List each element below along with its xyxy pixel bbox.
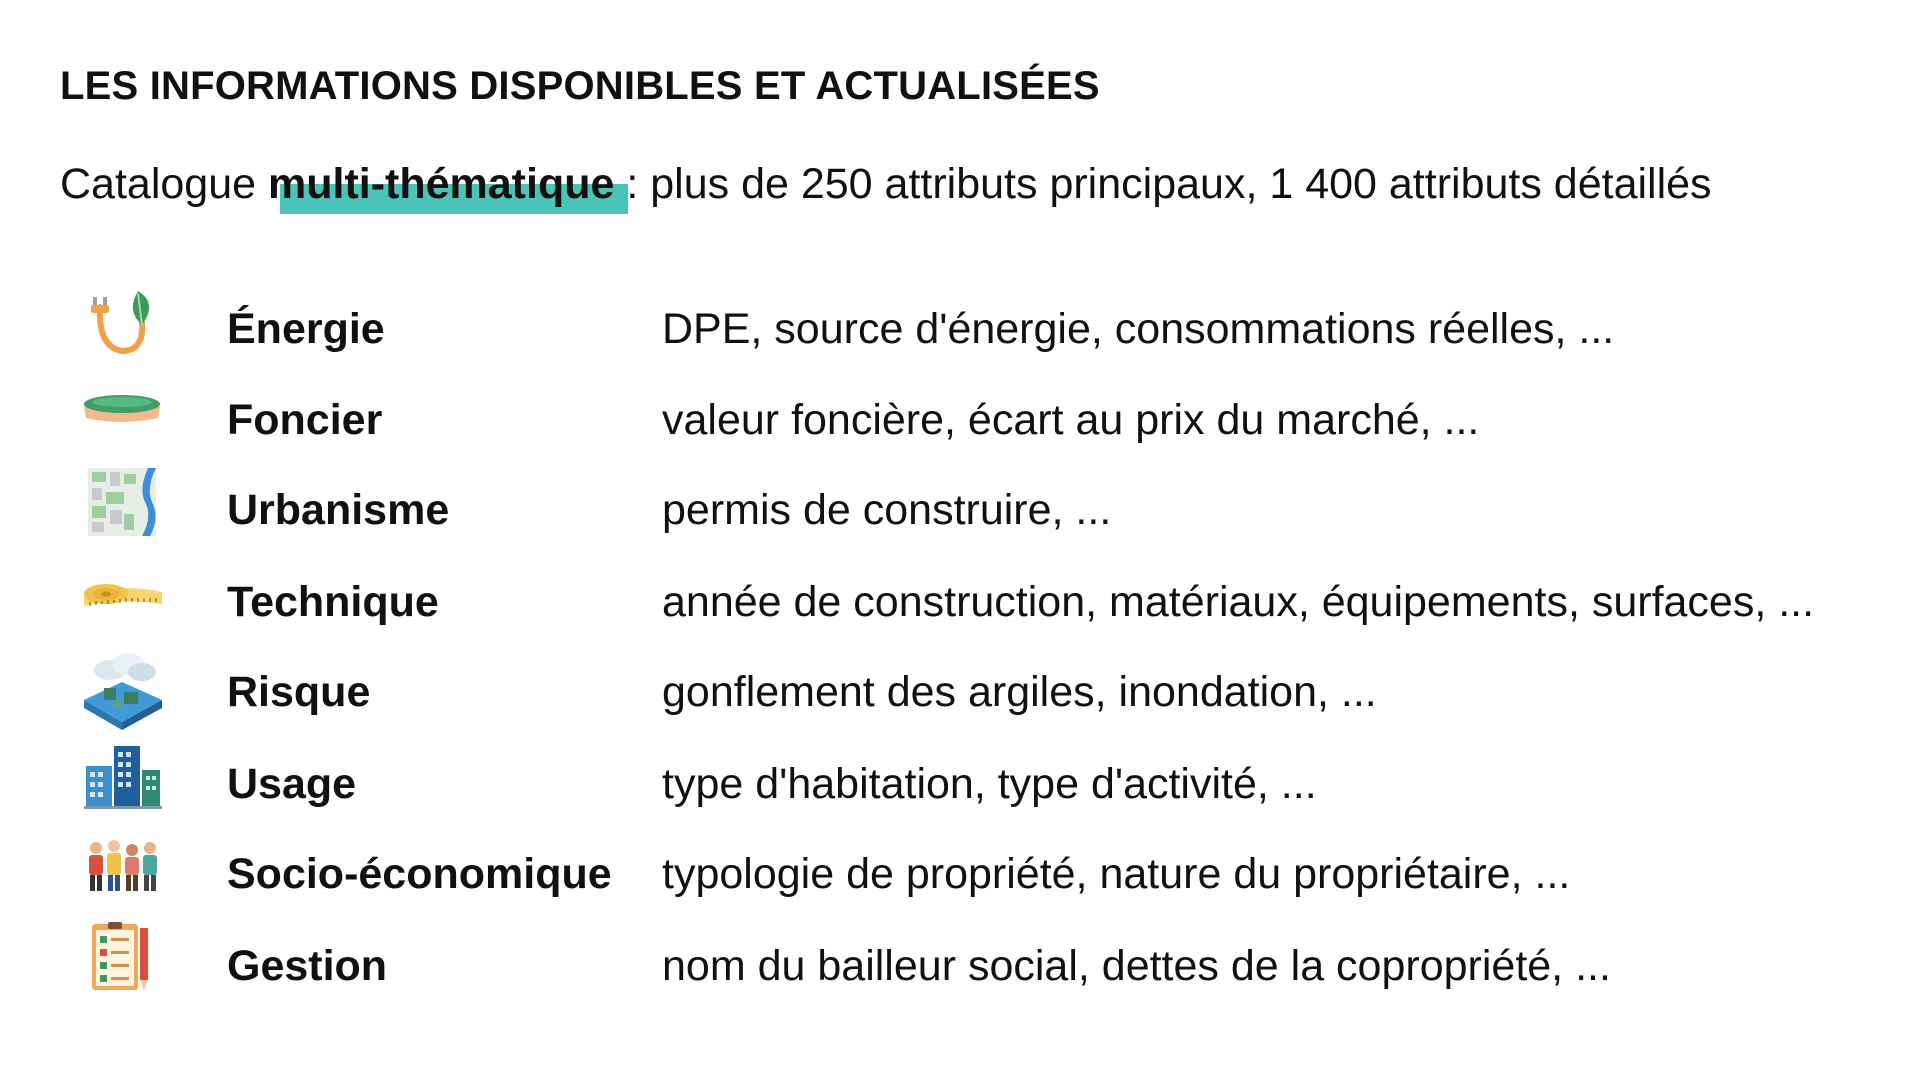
category-description: type d'habitation, type d'activité, ...	[662, 760, 1317, 808]
category-label: Usage	[227, 760, 357, 808]
page-title: LES INFORMATIONS DISPONIBLES ET ACTUALISÉES	[60, 64, 1100, 108]
people-group-icon	[80, 830, 164, 914]
category-description: nom du bailleur social, dettes de la copropriété, ...	[662, 942, 1611, 990]
category-row-socio-economique	[0, 830, 1920, 920]
subtitle	[60, 160, 1712, 209]
category-row-foncier	[0, 376, 1920, 466]
buildings-icon	[80, 740, 164, 824]
subtitle-suffix: : plus de 250 attributs principaux, 1 400 attributs détaillés	[614, 160, 1712, 208]
category-row-technique	[0, 558, 1920, 648]
category-label: Urbanisme	[227, 486, 450, 534]
subtitle-prefix: Catalogue	[60, 160, 268, 208]
category-row-urbanisme	[0, 466, 1920, 556]
category-label: Gestion	[227, 942, 388, 990]
category-description: DPE, source d'énergie, consommations réelles, ...	[662, 305, 1615, 353]
category-row-gestion	[0, 922, 1920, 1012]
category-label: Énergie	[227, 305, 385, 353]
category-description: permis de construire, ...	[662, 486, 1112, 534]
flood-risk-icon	[80, 648, 164, 732]
energy-plug-leaf-icon	[80, 285, 164, 369]
category-row-risque	[0, 648, 1920, 738]
category-description: gonflement des argiles, inondation, ...	[662, 668, 1377, 716]
category-row-usage	[0, 740, 1920, 830]
category-description: valeur foncière, écart au prix du marché, ...	[662, 396, 1480, 444]
checklist-clipboard-icon	[80, 922, 164, 1006]
measuring-tape-icon	[80, 558, 164, 642]
category-label: Technique	[227, 578, 439, 626]
category-row-energie	[0, 285, 1920, 375]
category-description: année de construction, matériaux, équipements, surfaces, ...	[662, 578, 1815, 626]
city-map-icon	[80, 466, 164, 550]
land-plot-icon	[80, 376, 164, 460]
category-label: Socio-économique	[227, 850, 612, 898]
category-description: typologie de propriété, nature du propriétaire, ...	[662, 850, 1571, 898]
subtitle-highlight: multi-thématique	[268, 160, 615, 208]
category-label: Foncier	[227, 396, 383, 444]
category-label: Risque	[227, 668, 371, 716]
